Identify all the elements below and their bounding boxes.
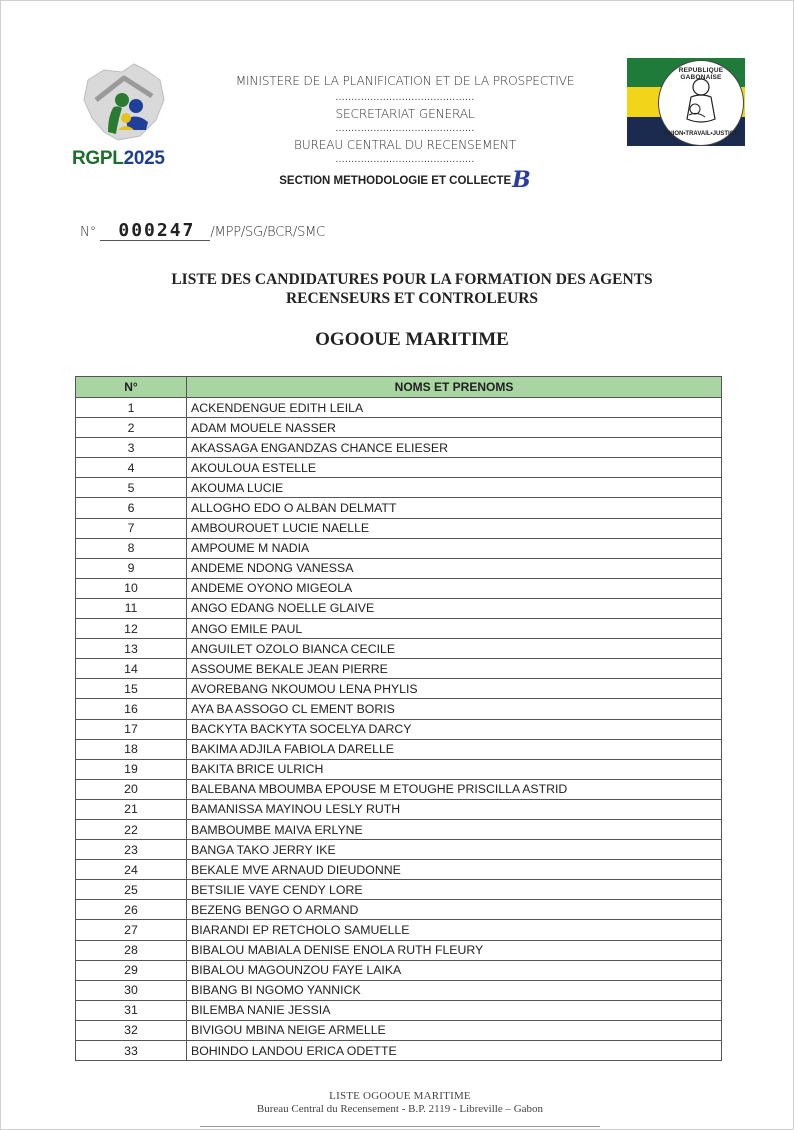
ref-suffix: /MPP/SG/BCR/SMC [210, 225, 326, 240]
candidate-name: ANGO EMILE PAUL [187, 619, 722, 639]
title-line-2: RECENSEURS ET CONTROLEURS [285, 290, 539, 307]
candidate-name: ANDEME NDONG VANESSA [187, 558, 722, 578]
row-number: 27 [76, 920, 187, 940]
candidates-table [75, 376, 722, 1061]
row-number: 9 [76, 558, 187, 578]
table-row [76, 759, 722, 779]
rgpl-logo [68, 58, 178, 176]
candidate-name: BIBANG BI NGOMO YANNICK [187, 980, 722, 1000]
table-row [76, 860, 722, 880]
row-number: 33 [76, 1041, 187, 1061]
republic-seal [658, 60, 744, 146]
candidate-name: BAKIMA ADJILA FABIOLA DARELLE [187, 739, 722, 759]
row-number: 21 [76, 799, 187, 819]
candidate-name: ANGUILET OZOLO BIANCA CECILE [187, 639, 722, 659]
row-number: 5 [76, 478, 187, 498]
row-number: 31 [76, 1000, 187, 1020]
candidate-name: BIBALOU MAGOUNZOU FAYE LAIKA [187, 960, 722, 980]
candidate-name: BAMBOUMBE MAIVA ERLYNE [187, 819, 722, 839]
row-number: 14 [76, 659, 187, 679]
candidate-name: AMPOUME M NADIA [187, 538, 722, 558]
row-number: 26 [76, 900, 187, 920]
candidate-name: BEZENG BENGO O ARMAND [187, 900, 722, 920]
candidate-name: ADAM MOUELE NASSER [187, 418, 722, 438]
table-row [76, 518, 722, 538]
seal-top-text: REPUBLIQUE GABONAISE [678, 67, 724, 81]
row-number: 18 [76, 739, 187, 759]
row-number: 1 [76, 398, 187, 418]
region-title: OGOOUE MARITIME [315, 329, 509, 350]
candidate-name: AKOUMA LUCIE [187, 478, 722, 498]
bureau-name: BUREAU CENTRAL DU RECENSEMENT [293, 138, 517, 152]
row-number: 23 [76, 840, 187, 860]
candidate-name: AYA BA ASSOGO CL EMENT BORIS [187, 699, 722, 719]
column-header-number: N° [76, 377, 187, 398]
table-row [76, 819, 722, 839]
table-row [76, 1041, 722, 1061]
table-row [76, 418, 722, 438]
candidate-name: BEKALE MVE ARNAUD DIEUDONNE [187, 860, 722, 880]
row-number: 11 [76, 598, 187, 618]
gabon-map-house-icon [74, 60, 170, 144]
reference-number [80, 222, 325, 241]
row-number: 16 [76, 699, 187, 719]
table-row [76, 498, 722, 518]
table-row [76, 1000, 722, 1020]
candidate-name: ALLOGHO EDO O ALBAN DELMATT [187, 498, 722, 518]
ref-number: 000247 [100, 222, 210, 241]
section-label: SECTION METHODOLOGIE ET COLLECTE [279, 175, 512, 187]
row-number: 3 [76, 438, 187, 458]
table-row [76, 639, 722, 659]
column-header-name: NOMS ET PRENOMS [187, 377, 722, 398]
dotted-separator: ............................................ [335, 125, 475, 134]
table-row [76, 478, 722, 498]
mother-child-icon [677, 75, 725, 127]
candidate-name: BOHINDO LANDOU ERICA ODETTE [187, 1041, 722, 1061]
row-number: 19 [76, 759, 187, 779]
table-row [76, 799, 722, 819]
row-number: 8 [76, 538, 187, 558]
table-row [76, 719, 722, 739]
row-number: 12 [76, 619, 187, 639]
section-name [210, 167, 600, 193]
footer-list-title: LISTE OGOOUE MARITIME [329, 1090, 471, 1102]
candidate-name: ANGO EDANG NOELLE GLAIVE [187, 598, 722, 618]
candidate-name: BETSILIE VAYE CENDY LORE [187, 880, 722, 900]
footer-address: Bureau Central du Recensement - B.P. 2119 - Libreville – Gabon [256, 1103, 544, 1115]
candidate-name: ANDEME OYONO MIGEOLA [187, 578, 722, 598]
candidate-name: BIARANDI EP RETCHOLO SAMUELLE [187, 920, 722, 940]
row-number: 10 [76, 578, 187, 598]
wordmark-rgpl: RGPL [72, 148, 124, 169]
row-number: 15 [76, 679, 187, 699]
table-row [76, 1020, 722, 1040]
table-row [76, 960, 722, 980]
row-number: 30 [76, 980, 187, 1000]
candidate-name: BANGA TAKO JERRY IKE [187, 840, 722, 860]
row-number: 17 [76, 719, 187, 739]
table-row [76, 578, 722, 598]
row-number: 25 [76, 880, 187, 900]
row-number: 32 [76, 1020, 187, 1040]
row-number: 7 [76, 518, 187, 538]
row-number: 13 [76, 639, 187, 659]
table-row [76, 980, 722, 1000]
row-number: 29 [76, 960, 187, 980]
table-row [76, 920, 722, 940]
candidate-name: BAKITA BRICE ULRICH [187, 759, 722, 779]
candidate-name: ACKENDENGUE EDITH LEILA [187, 398, 722, 418]
ref-prefix: N° [80, 225, 97, 240]
document-title [100, 270, 724, 308]
candidate-name: BALEBANA MBOUMBA EPOUSE M ETOUGHE PRISCILLA ASTRID [187, 779, 722, 799]
table-row [76, 398, 722, 418]
table-row [76, 679, 722, 699]
table-row [76, 558, 722, 578]
table-row [76, 840, 722, 860]
dotted-separator: ............................................ [335, 94, 475, 103]
candidate-name: ASSOUME BEKALE JEAN PIERRE [187, 659, 722, 679]
dotted-separator: ............................................ [335, 156, 475, 165]
handwritten-initial: B [512, 167, 531, 193]
table-row [76, 940, 722, 960]
row-number: 28 [76, 940, 187, 960]
wordmark-year: 2025 [123, 148, 165, 169]
table-row [76, 458, 722, 478]
secretariat-name: SECRETARIAT GENERAL [335, 107, 475, 121]
page-footer [200, 1090, 600, 1115]
table-header-row [76, 377, 722, 398]
table-row [76, 619, 722, 639]
row-number: 24 [76, 860, 187, 880]
table-row [76, 900, 722, 920]
table-row [76, 739, 722, 759]
candidate-name: BAMANISSA MAYINOU LESLY RUTH [187, 799, 722, 819]
table-row [76, 598, 722, 618]
candidate-name: AVOREBANG NKOUMOU LENA PHYLIS [187, 679, 722, 699]
seal-motto: UNION•TRAVAIL•JUSTICE [664, 131, 738, 137]
row-number: 4 [76, 458, 187, 478]
row-number: 6 [76, 498, 187, 518]
row-number: 2 [76, 418, 187, 438]
table-row [76, 659, 722, 679]
candidate-name: BACKYTA BACKYTA SOCELYA DARCY [187, 719, 722, 739]
candidate-name: AKASSAGA ENGANDZAS CHANCE ELIESER [187, 438, 722, 458]
candidate-name: AMBOUROUET LUCIE NAELLE [187, 518, 722, 538]
table-row [76, 880, 722, 900]
table-row [76, 438, 722, 458]
candidate-name: BIVIGOU MBINA NEIGE ARMELLE [187, 1020, 722, 1040]
table-row [76, 699, 722, 719]
table-row [76, 779, 722, 799]
ministry-name: MINISTERE DE LA PLANIFICATION ET DE LA PROSPECTIVE [235, 74, 575, 88]
footer-rule [200, 1126, 600, 1127]
letterhead [210, 74, 600, 193]
candidate-name: BIBALOU MABIALA DENISE ENOLA RUTH FLEURY [187, 940, 722, 960]
row-number: 22 [76, 819, 187, 839]
row-number: 20 [76, 779, 187, 799]
candidate-name: BILEMBA NANIE JESSIA [187, 1000, 722, 1020]
title-line-1: LISTE DES CANDIDATURES POUR LA FORMATION DES AGENTS [171, 271, 653, 288]
gabon-flag-seal [627, 58, 745, 146]
candidate-name: AKOULOUA ESTELLE [187, 458, 722, 478]
rgpl-wordmark [72, 148, 165, 170]
table-row [76, 538, 722, 558]
